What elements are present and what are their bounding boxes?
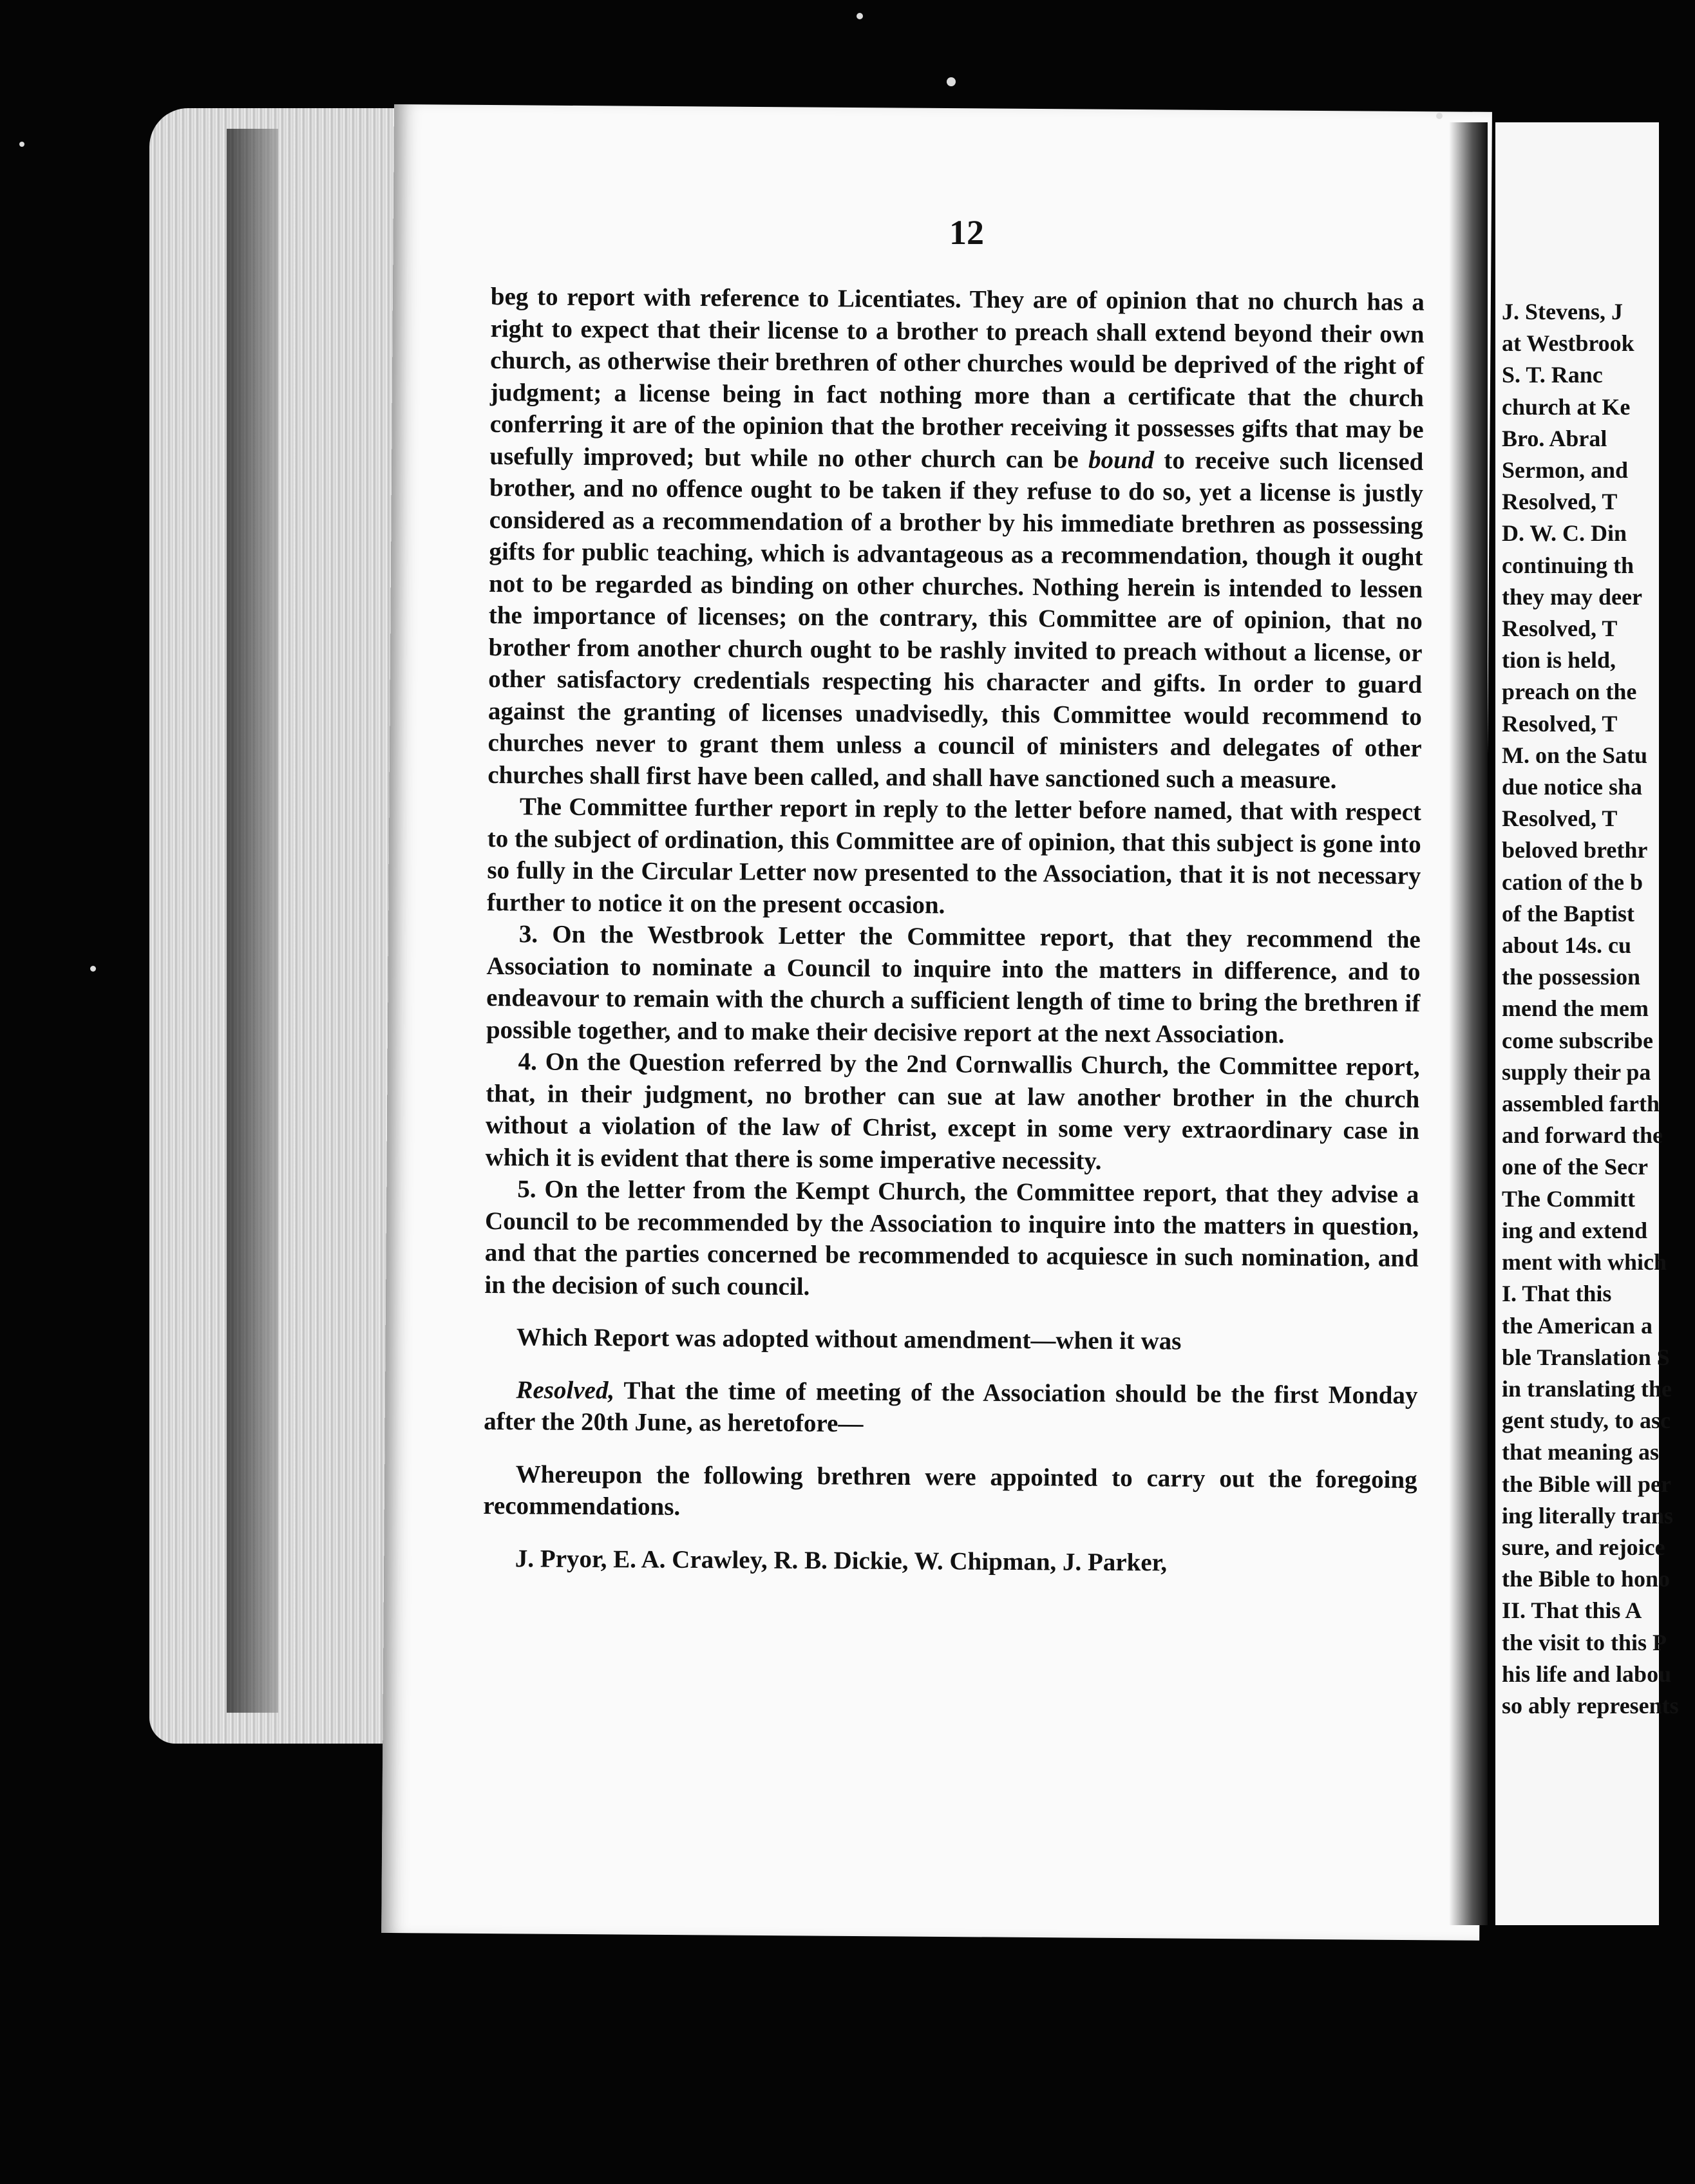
right-line: so ably represents bbox=[1502, 1692, 1679, 1718]
right-line: the possession bbox=[1502, 964, 1641, 990]
right-line: sure, and rejoice bbox=[1502, 1534, 1665, 1560]
right-line: of the Baptist bbox=[1502, 900, 1634, 927]
right-line: that meaning as bbox=[1502, 1439, 1660, 1465]
paragraph-westbrook: 3. On the Westbrook Letter the Committee report, that they recommend the Association to nominate a Council to inquire into the matters in difference, and to endeavour to remain with the church a sufficient length of time to bring the brethren if possible together, and to make their decisive report at the next Association. bbox=[486, 920, 1421, 1049]
right-line: mend the mem bbox=[1502, 995, 1649, 1022]
right-line: preach on the bbox=[1502, 679, 1637, 705]
right-line: Bro. Abral bbox=[1502, 425, 1607, 451]
right-line: they may deer bbox=[1502, 583, 1642, 610]
right-line: at Westbrook bbox=[1502, 330, 1634, 357]
scan-speck bbox=[947, 77, 956, 86]
right-line: gent study, to asc bbox=[1502, 1407, 1671, 1434]
right-line: Resolved, T bbox=[1502, 489, 1618, 515]
right-line: church at Ke bbox=[1502, 393, 1631, 420]
page-edges-shadow bbox=[227, 129, 278, 1713]
paragraph-report-adopted: Which Report was adopted without amendment—when it was bbox=[516, 1323, 1182, 1355]
paragraph-text: That the time of meeting of the Association should be the first Monday after the 20th June, as heretofore— bbox=[484, 1376, 1418, 1438]
right-line: due notice sha bbox=[1502, 774, 1643, 800]
right-line: assembled farth bbox=[1502, 1091, 1660, 1117]
right-line: and forward the bbox=[1502, 1122, 1663, 1149]
right-line: ment with which bbox=[1502, 1249, 1667, 1276]
right-line: about 14s. cu bbox=[1502, 932, 1632, 959]
scan-speck bbox=[19, 142, 24, 147]
book-page-edges bbox=[149, 108, 420, 1744]
scan-speck bbox=[90, 966, 96, 972]
right-line: his life and labou bbox=[1502, 1661, 1672, 1687]
right-line: the Bible will per bbox=[1502, 1471, 1671, 1497]
right-page-text bbox=[1502, 296, 1695, 1722]
right-line: tion is held, bbox=[1502, 647, 1616, 673]
paragraph-text: beg to report with reference to Licentiates. They are of opinion that no church has a right to expect that their license to a brother to preach shall extend beyond their own church, as otherwise their brethren of other churches would be deprived of the right of judgment; a license being in fact nothing more than a certificate that the church conferring it are of the opinion that the brother receiving it possesses gifts that may be usefully improved; but while no other church can be bbox=[489, 282, 1425, 474]
right-line: S. T. Ranc bbox=[1502, 362, 1603, 388]
scan-speck bbox=[857, 13, 863, 19]
paragraph-resolved bbox=[484, 1373, 1418, 1443]
paragraph-cornwallis: 4. On the Question referred by the 2nd Cornwallis Church, the Committee report, that, in their judgment, no brother can sue at law another brother in the church without a violation of the law of Christ, except in some very extraordinary case in which it is evident that there is some imperative necessity. bbox=[485, 1048, 1420, 1175]
right-line: Sermon, and bbox=[1502, 457, 1629, 484]
paragraph-kempt: 5. On the letter from the Kempt Church, the Committee report, that they advise a Council to be recommended by the Association to inquire into the matters in question, and that the parties concerned be recommended to acquiesce in such nomination, and in the decision of such council. bbox=[484, 1175, 1419, 1301]
paragraph-whereupon: Whereupon the following brethren were appointed to carry out the foregoing recommendations. bbox=[483, 1460, 1417, 1521]
paragraph-ordination: The Committee further report in reply to the letter before named, that with respect to the subject of ordination, this Committee are of opinion, that this subject is gone into so fully in the Circular Letter now presented to the Association, that it is not necessary further to notice it on the present occasion. bbox=[486, 793, 1422, 919]
right-line: II. That this A bbox=[1502, 1597, 1642, 1624]
right-line: D. W. C. Din bbox=[1502, 520, 1627, 547]
book-gutter bbox=[1449, 122, 1488, 1925]
right-page bbox=[1495, 122, 1679, 1925]
paragraph-licentiates bbox=[488, 281, 1425, 796]
scan-speck bbox=[1436, 113, 1443, 119]
right-line: M. on the Satu bbox=[1502, 742, 1648, 768]
right-line: ing literally trans bbox=[1502, 1502, 1673, 1529]
right-line: the Bible to hono bbox=[1502, 1566, 1671, 1592]
right-line: the visit to this P bbox=[1502, 1629, 1667, 1655]
right-line: ing and extend bbox=[1502, 1217, 1648, 1243]
right-line: Resolved, T bbox=[1502, 710, 1618, 737]
emphasis-text: bound bbox=[1088, 446, 1155, 474]
paragraph-text: to receive such licensed brother, and no offence ought to be taken if they refuse to do so, yet a license is justly considered as a recommendation of a brother by his immediate brethren as possessing gifts for public teaching, which is advantageous as a recommendation, though it ought not to be regarded as binding on other churches. Nothing herein is intended to lessen the importance of licenses; on the contrary, this Committee are of opinion, that no brother from another church ought to be rashly invited to preach without a license, or other satisfactory credentials respecting his character and gifts. In order to guard against the granting of licenses unadvisedly, this Committee would recommend to churches never to grant them unless a council of ministers and delegates of other churches shall first have been called, and shall have sanctioned such a measure. bbox=[488, 446, 1424, 794]
right-line: J. Stevens, J bbox=[1502, 299, 1623, 325]
right-line: supply their pa bbox=[1502, 1059, 1651, 1085]
right-line: Resolved, T bbox=[1502, 805, 1618, 832]
page-body-text bbox=[483, 281, 1425, 1580]
right-line: continuing th bbox=[1502, 552, 1634, 578]
right-line: Resolved, T bbox=[1502, 616, 1618, 642]
paragraph-names: J. Pryor, E. A. Crawley, R. B. Dickie, W. Chipman, J. Parker, bbox=[515, 1544, 1168, 1576]
right-line: ble Translation S bbox=[1502, 1344, 1670, 1370]
right-line: one of the Secr bbox=[1502, 1154, 1648, 1180]
resolved-label: Resolved, bbox=[516, 1375, 615, 1404]
right-line: the American a bbox=[1502, 1312, 1652, 1339]
right-line: come subscribe bbox=[1502, 1027, 1653, 1053]
right-line: beloved brethr bbox=[1502, 837, 1648, 863]
right-line: The Committ bbox=[1502, 1185, 1635, 1212]
right-line: I. That this bbox=[1502, 1281, 1612, 1307]
right-line: in translating the bbox=[1502, 1375, 1672, 1402]
right-line: cation of the b bbox=[1502, 869, 1643, 895]
page-number: 12 bbox=[949, 213, 984, 252]
